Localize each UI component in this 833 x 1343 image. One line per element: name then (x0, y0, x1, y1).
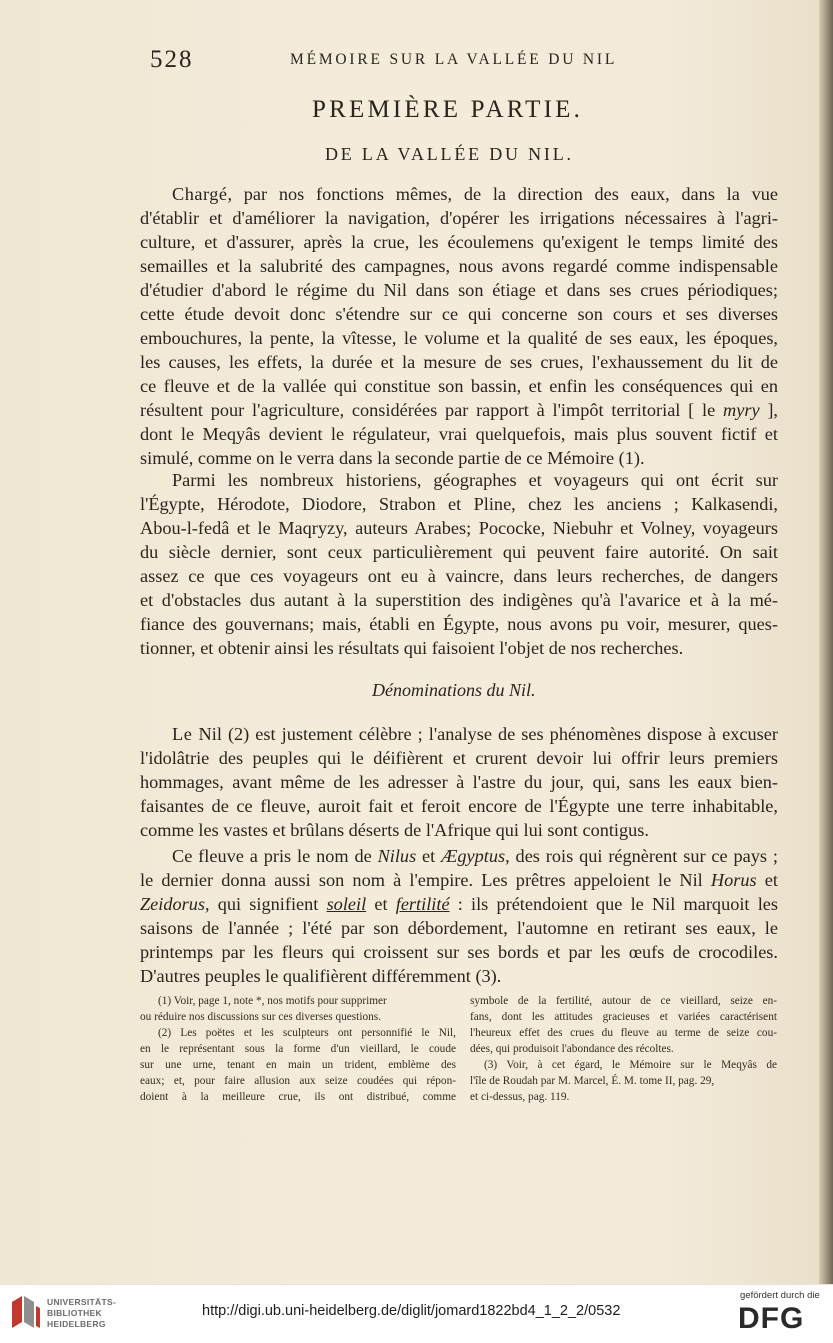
text-line: printemps par les fleurs qui croissent sur ses bords et par les œufs de crocodiles. (140, 942, 778, 962)
funder-caption: gefördert durch die (740, 1290, 820, 1301)
text-line: hommages, avant même de les adresser à l'astre du jour, qui, sans les eaux bien- (140, 772, 778, 792)
text-line: Ce fleuve a pris le nom de Nilus et Ægyptus, des rois qui régnèrent sur ce pays ; (172, 846, 778, 866)
text-line: faisantes de ce fleuve, auroit fait et feroit encore de l'Égypte une terre inhabitable, (140, 796, 778, 816)
footnote-line: (1) Voir, page 1, note *, nos motifs pour supprimer (158, 995, 387, 1007)
text-line: semailles et la salubrité des campagnes, nous avons regardé comme indispensable (140, 256, 778, 276)
text-line: saisons de l'année ; l'été par son débordement, l'automne en retirant ses eaux, le (140, 918, 778, 938)
footnote-line: en le représentant sous la forme d'un vieillard, le coude (140, 1043, 456, 1055)
text-line: les causes, les effets, la durée et la mesure de ses crues, l'exhaussement du lit de (140, 352, 778, 372)
text-line: Abou-l-fedâ et le Maqryzy, auteurs Arabes; Pococke, Niebuhr et Volney, voyageurs (140, 518, 778, 538)
text-line: comme les vastes et brûlans déserts de l'Afrique qui lui sont contigus. (140, 820, 649, 840)
footnote-line: sur une urne, tenant en main un trident, emblème des (140, 1059, 456, 1071)
university-library-logo-icon (8, 1292, 42, 1332)
running-head: MÉMOIRE SUR LA VALLÉE DU NIL (290, 51, 618, 68)
dfg-logo: DFG (738, 1302, 805, 1335)
text-line: D'autres peuples le qualifièrent différemment (3). (140, 966, 502, 986)
drop-word: Le (172, 724, 193, 744)
text-line: l'idolâtrie des peuples qui le déifièrent et crurent devoir lui offrir leurs premiers (140, 748, 778, 768)
text-line: résultent pour l'agriculture, considérées par rapport à l'impôt territorial [ le myry ], (140, 400, 778, 420)
library-name-line: HEIDELBERG (47, 1319, 106, 1329)
footnote-line: l'heureux effet des crues du fleuve au terme de seize cou- (470, 1027, 777, 1039)
text-line: Parmi les nombreux historiens, géographes et voyageurs qui ont écrit sur (172, 470, 778, 490)
footnote-line: fans, dont les attitudes gracieuses et variées caractérisent (470, 1011, 777, 1023)
library-name-line: BIBLIOTHEK (47, 1308, 102, 1318)
section-heading: Dénominations du Nil. (372, 680, 536, 700)
page-number: 528 (150, 46, 194, 73)
text-line: ce fleuve et de la vallée qui constitue son bassin, et enfin les conséquences qui en (140, 376, 778, 396)
text-line: fiance des gouvernans; mais, établi en Égypte, nous avons pu voir, mesurer, ques- (140, 614, 778, 634)
text-line: d'étudier d'abord le régime du Nil dans son étiage et dans ses crues périodiques; (140, 280, 778, 300)
permalink-url[interactable]: http://digi.ub.uni-heidelberg.de/diglit/jomard1822bd4_1_2_2/0532 (202, 1303, 621, 1319)
text-line: du siècle dernier, sont ceux particulièrement qui peuvent faire autorité. On sait (140, 542, 778, 562)
text-line: cette étude devoit donc s'étendre sur ce qui concerne son cours et ses diverses (140, 304, 778, 324)
text-line: l'Égypte, Hérodote, Diodore, Strabon et Pline, chez les anciens ; Kalkasendi, (140, 494, 778, 514)
footnote-line: et ci-dessus, pag. 119. (470, 1091, 570, 1103)
footnote-line: (2) Les poëtes et les sculpteurs ont personnifié le Nil, (158, 1027, 456, 1039)
text-line: dont le Meqyâs devient le régulateur, vrai quelquefois, mais plus souvent fictif et (140, 424, 778, 444)
chapter-subtitle: DE LA VALLÉE DU NIL. (325, 144, 574, 164)
text-line: simulé, comme on le verra dans la seconde partie de ce Mémoire (1). (140, 448, 645, 468)
footnote-line: (3) Voir, à cet égard, le Mémoire sur le Meqyâs de (484, 1059, 777, 1071)
footnote-line: eaux; et, pour faire allusion aux seize coudées qui répon- (140, 1075, 456, 1087)
library-name-line: UNIVERSITÄTS- (47, 1297, 117, 1307)
text-line: assez ce que ces voyageurs ont eu à vaincre, dans leurs recherches, de dangers (140, 566, 778, 586)
text-line: tionner, et obtenir ainsi les résultats qui faisoient l'objet de nos recherches. (140, 638, 684, 658)
text-line: et d'obstacles dus autant à la superstition des indigènes qu'à l'avarice et à la mé- (140, 590, 778, 610)
text-line: Chargé, par nos fonctions mêmes, de la direction des eaux, dans la vue (172, 184, 778, 204)
text-line: le dernier donna aussi son nom à l'empire. Les prêtres appeloient le Nil Horus et (140, 870, 779, 890)
text-line: Le Nil (2) est justement célèbre ; l'analyse de ses phénomènes dispose à excuser (172, 724, 778, 744)
drop-word: Chargé (172, 184, 228, 204)
italic-term: myry (723, 400, 760, 420)
text-line: Zeidorus, qui signifient soleil et fertilité : ils prétendoient que le Nil marquoit les (140, 894, 778, 914)
footnote-line: doient à la meilleure crue, ils ont distribué, comme (140, 1091, 456, 1103)
text-line: culture, et d'assurer, après la crue, les écoulemens qu'exigent le temps limité des (140, 232, 778, 252)
text-line: d'établir et d'améliorer la navigation, d'opérer les irrigations nécessaires à l'agri- (140, 208, 778, 228)
footnote-line: symbole de la fertilité, autour de ce vieillard, seize en- (470, 995, 777, 1007)
footnote-line: l'île de Roudah par M. Marcel, É. M. tome II, pag. 29, (470, 1075, 715, 1087)
footnote-line: dées, qui produisoit l'abondance des récoltes. (470, 1043, 674, 1055)
part-title: PREMIÈRE PARTIE. (312, 96, 584, 123)
footnote-line: ou réduire nos discussions sur ces diverses questions. (140, 1011, 381, 1023)
page-spine-shadow (819, 0, 833, 1284)
text-line: embouchures, la pente, la vîtesse, le volume et la qualité de ses eaux, les époques, (140, 328, 778, 348)
